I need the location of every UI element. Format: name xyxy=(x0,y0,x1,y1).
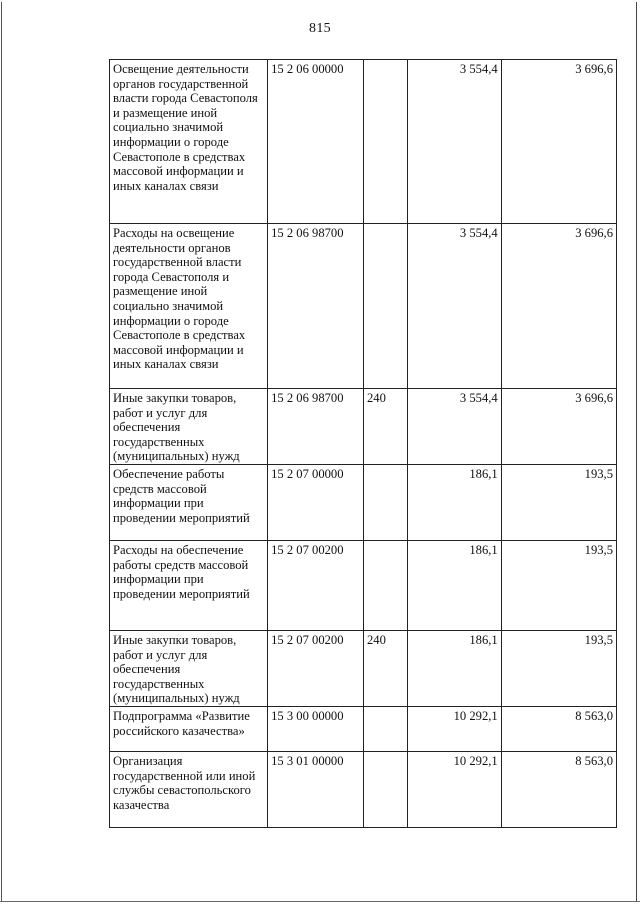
row-amount-1: 10 292,1 xyxy=(407,706,501,751)
row-name: Подпрограмма «Развитие российского казачества» xyxy=(110,706,268,751)
row-target-code: 15 2 07 00000 xyxy=(268,464,364,540)
row-name: Иные закупки товаров, работ и услуг для обеспечения государственных (муниципальных) нужд xyxy=(110,630,268,706)
row-expense-type: 240 xyxy=(364,630,408,706)
budget-table xyxy=(109,59,617,828)
row-amount-2: 3 696,6 xyxy=(501,60,616,224)
row-amount-1: 186,1 xyxy=(407,630,501,706)
table-row xyxy=(110,751,617,827)
row-target-code: 15 2 06 00000 xyxy=(268,60,364,224)
table-row xyxy=(110,706,617,751)
row-amount-1: 3 554,4 xyxy=(407,389,501,465)
table-row xyxy=(110,60,617,224)
row-amount-1: 3 554,4 xyxy=(407,60,501,224)
row-name: Организация государственной или иной службы севастопольского казачества xyxy=(110,751,268,827)
row-name: Расходы на обеспечение работы средств массовой информации при проведении мероприятий xyxy=(110,540,268,630)
table-row xyxy=(110,540,617,630)
row-name: Иные закупки товаров, работ и услуг для обеспечения государственных (муниципальных) нужд xyxy=(110,389,268,465)
table-row xyxy=(110,389,617,465)
row-amount-2: 8 563,0 xyxy=(501,751,616,827)
row-amount-1: 10 292,1 xyxy=(407,751,501,827)
row-amount-2: 193,5 xyxy=(501,540,616,630)
row-amount-2: 3 696,6 xyxy=(501,224,616,389)
row-amount-2: 3 696,6 xyxy=(501,389,616,465)
row-expense-type xyxy=(364,751,408,827)
budget-table-body xyxy=(110,60,617,828)
row-target-code: 15 3 01 00000 xyxy=(268,751,364,827)
row-amount-1: 186,1 xyxy=(407,464,501,540)
row-name: Обеспечение работы средств массовой информации при проведении мероприятий xyxy=(110,464,268,540)
row-expense-type xyxy=(364,224,408,389)
row-amount-1: 3 554,4 xyxy=(407,224,501,389)
row-target-code: 15 2 06 98700 xyxy=(268,389,364,465)
row-expense-type xyxy=(364,60,408,224)
row-expense-type xyxy=(364,706,408,751)
row-expense-type xyxy=(364,464,408,540)
page-number: 815 xyxy=(309,21,331,36)
table-row xyxy=(110,630,617,706)
table-row xyxy=(110,464,617,540)
row-target-code: 15 2 07 00200 xyxy=(268,630,364,706)
page-bottom-edge xyxy=(0,901,640,902)
row-target-code: 15 2 07 00200 xyxy=(268,540,364,630)
row-amount-2: 8 563,0 xyxy=(501,706,616,751)
row-target-code: 15 3 00 00000 xyxy=(268,706,364,751)
row-amount-2: 193,5 xyxy=(501,630,616,706)
row-name: Расходы на освещение деятельности органов государственной власти города Севастополя и размещение иной социально значимой информации о городе Севастополе в средствах массовой информации и иных каналах связи xyxy=(110,224,268,389)
row-target-code: 15 2 06 98700 xyxy=(268,224,364,389)
row-amount-2: 193,5 xyxy=(501,464,616,540)
row-expense-type xyxy=(364,540,408,630)
table-row xyxy=(110,224,617,389)
row-amount-1: 186,1 xyxy=(407,540,501,630)
row-expense-type: 240 xyxy=(364,389,408,465)
row-name: Освещение деятельности органов государственной власти города Севастополя и размещение иной социально значимой информации о городе Севастополе в средствах массовой информации и иных каналах связи xyxy=(110,60,268,224)
